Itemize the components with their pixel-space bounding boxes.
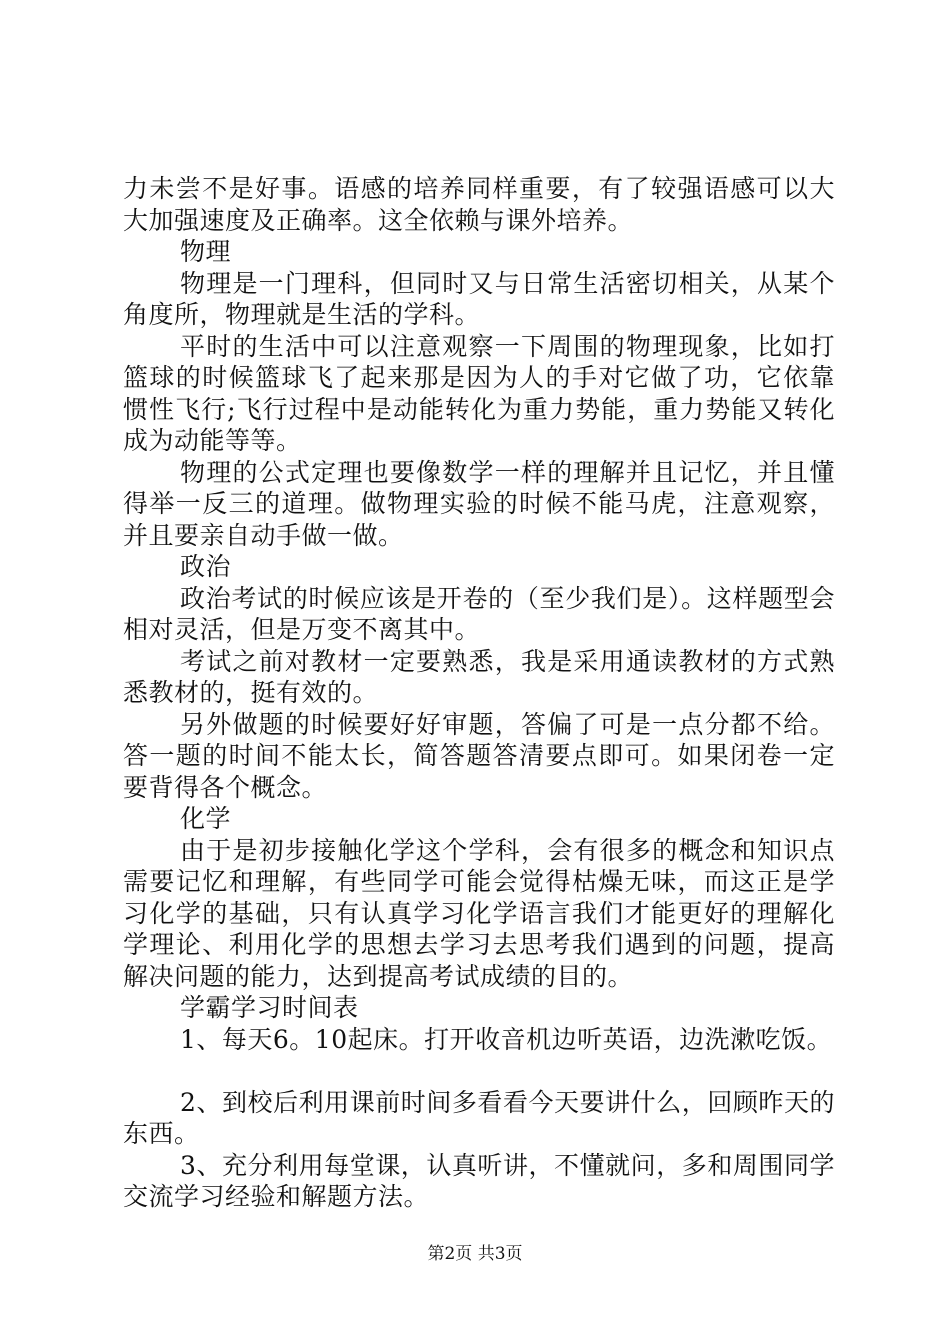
section-heading: 学霸学习时间表: [180, 993, 359, 1022]
paragraph: 2、到校后利用课前时间多看看今天要讲什么，回顾昨天的东西。: [123, 1087, 835, 1148]
section-heading: 物理: [180, 237, 232, 266]
paragraph: 1、每天6。10起床。打开收音机边听英语，边洗漱吃饭。: [180, 1024, 833, 1054]
paragraph: 由于是初步接触化学这个学科，会有很多的概念和知识点需要记忆和理解，有些同学可能会觉得枯燥无味，而这正是学习化学的基础，只有认真学习化学语言我们才能更好的理解化学理论、利用化学的思想去学习去思考我们遇到的问题，提高解决问题的能力，达到提高考试成绩的目的。: [123, 835, 835, 991]
document-body: [123, 173, 835, 1213]
paragraph: 物理的公式定理也要像数学一样的理解并且记忆，并且懂得举一反三的道理。做物理实验的时候不能马虎，注意观察，并且要亲自动手做一做。: [123, 457, 835, 550]
paragraph: 政治考试的时候应该是开卷的（至少我们是）。这样题型会相对灵活，但是万变不离其中。: [123, 583, 835, 644]
paragraph: 平时的生活中可以注意观察一下周围的物理现象，比如打篮球的时候篮球飞了起来那是因为人的手对它做了功，它依靠惯性飞行;飞行过程中是动能转化为重力势能，重力势能又转化成为动能等等。: [123, 331, 835, 455]
paragraph: 另外做题的时候要好好审题，答偏了可是一点分都不给。答一题的时间不能太长，简答题答清要点即可。如果闭卷一定要背得各个概念。: [123, 709, 835, 802]
page-footer: 第2页 共3页: [427, 1244, 523, 1264]
paragraph: 3、充分利用每堂课，认真听讲，不懂就问，多和周围同学交流学习经验和解题方法。: [123, 1150, 835, 1211]
paragraph: 物理是一门理科，但同时又与日常生活密切相关，从某个角度所，物理就是生活的学科。: [123, 268, 835, 329]
section-heading: 政治: [180, 552, 232, 581]
paragraph: 力未尝不是好事。语感的培养同样重要，有了较强语感可以大大加强速度及正确率。这全依赖与课外培养。: [123, 174, 835, 235]
section-heading: 化学: [180, 804, 232, 833]
paragraph: 考试之前对教材一定要熟悉，我是采用通读教材的方式熟悉教材的，挺有效的。: [123, 646, 835, 707]
blank-line: [123, 1055, 835, 1087]
